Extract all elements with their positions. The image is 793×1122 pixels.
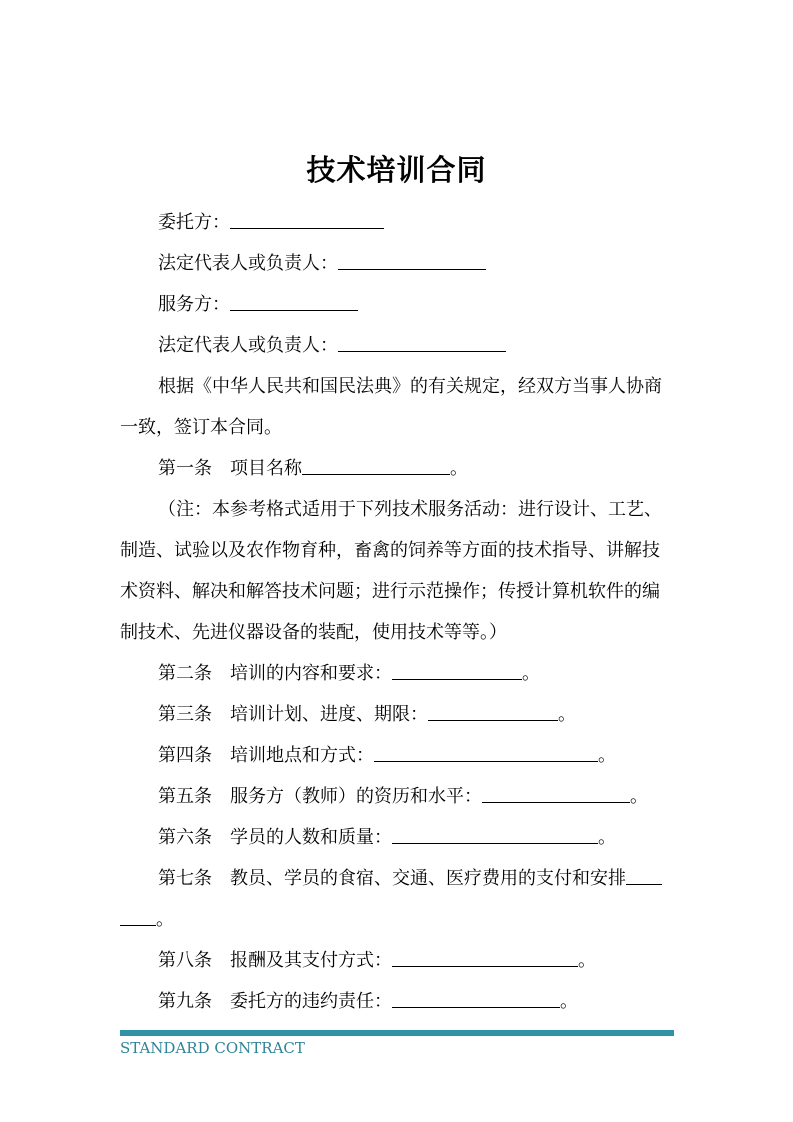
article-5-text: 服务方（教师）的资历和水平： (230, 786, 482, 807)
article-8-blank (392, 950, 578, 967)
article-9-label: 第九条 (158, 991, 212, 1012)
article-8-label: 第八条 (158, 950, 212, 971)
client-line (120, 202, 676, 243)
client-label: 委托方： (158, 212, 230, 233)
article-4-label: 第四条 (158, 745, 212, 766)
article-2-blank (392, 663, 522, 680)
article-2-text: 培训的内容和要求： (230, 663, 392, 684)
article-1-blank (302, 458, 450, 475)
article-3-blank (428, 704, 558, 721)
provider-blank (230, 294, 358, 311)
provider-rep-label: 法定代表人或负责人： (158, 335, 338, 356)
document-body (120, 202, 676, 1022)
article-4-blank (374, 745, 598, 762)
article-2-period: 。 (522, 663, 540, 684)
client-rep-blank (338, 253, 486, 270)
article-9-blank (392, 991, 560, 1008)
article-7-text: 教员、学员的食宿、交通、医疗费用的支付和安排 (230, 868, 626, 889)
article-7-label: 第七条 (158, 868, 212, 889)
article-1-label: 第一条 (158, 458, 212, 479)
article-7-blank-a (626, 868, 662, 885)
article-7-blank-b (120, 909, 156, 926)
provider-label: 服务方： (158, 294, 230, 315)
client-rep-label: 法定代表人或负责人： (158, 253, 338, 274)
article-3-text: 培训计划、进度、期限： (230, 704, 428, 725)
article-6-blank (392, 827, 598, 844)
article-5 (120, 776, 676, 817)
article-8-period: 。 (578, 950, 596, 971)
article-5-blank (482, 786, 630, 803)
footer-rule (120, 1030, 674, 1036)
provider-rep-line (120, 325, 676, 366)
article-1 (120, 448, 676, 489)
article-3 (120, 694, 676, 735)
client-rep-line (120, 243, 676, 284)
article-4-period: 。 (598, 745, 616, 766)
article-3-label: 第三条 (158, 704, 212, 725)
provider-line (120, 284, 676, 325)
article-8-text: 报酬及其支付方式： (230, 950, 392, 971)
article-4-text: 培训地点和方式： (230, 745, 374, 766)
article-9 (120, 981, 676, 1022)
article-7 (120, 858, 676, 940)
article-2-label: 第二条 (158, 663, 212, 684)
article-1-period: 。 (450, 458, 468, 479)
article-6-label: 第六条 (158, 827, 212, 848)
footer-label: STANDARD CONTRACT (120, 1039, 305, 1057)
article-6-text: 学员的人数和质量： (230, 827, 392, 848)
article-7-period: 。 (156, 909, 174, 930)
article-4 (120, 735, 676, 776)
article-9-period: 。 (560, 991, 578, 1012)
provider-rep-blank (338, 335, 506, 352)
article-9-text: 委托方的违约责任： (230, 991, 392, 1012)
article-1-text: 项目名称 (230, 458, 302, 479)
article-3-period: 。 (558, 704, 576, 725)
preamble-paragraph: 根据《中华人民共和国民法典》的有关规定，经双方当事人协商一致，签订本合同。 (120, 376, 662, 438)
article-8 (120, 940, 676, 981)
article-5-period: 。 (630, 786, 648, 807)
client-blank (230, 212, 384, 229)
article-5-label: 第五条 (158, 786, 212, 807)
article-6 (120, 817, 676, 858)
document-title: 技术培训合同 (306, 153, 487, 187)
note-paragraph: （注：本参考格式适用于下列技术服务活动：进行设计、工艺、制造、试验以及农作物育种，畜禽的饲养等方面的技术指导、讲解技术资料、解决和解答技术问题；进行示范操作；传授计算机软件的编制技术、先进仪器设备的装配，使用技术等等。） (120, 499, 662, 643)
article-6-period: 。 (598, 827, 616, 848)
article-2 (120, 653, 676, 694)
